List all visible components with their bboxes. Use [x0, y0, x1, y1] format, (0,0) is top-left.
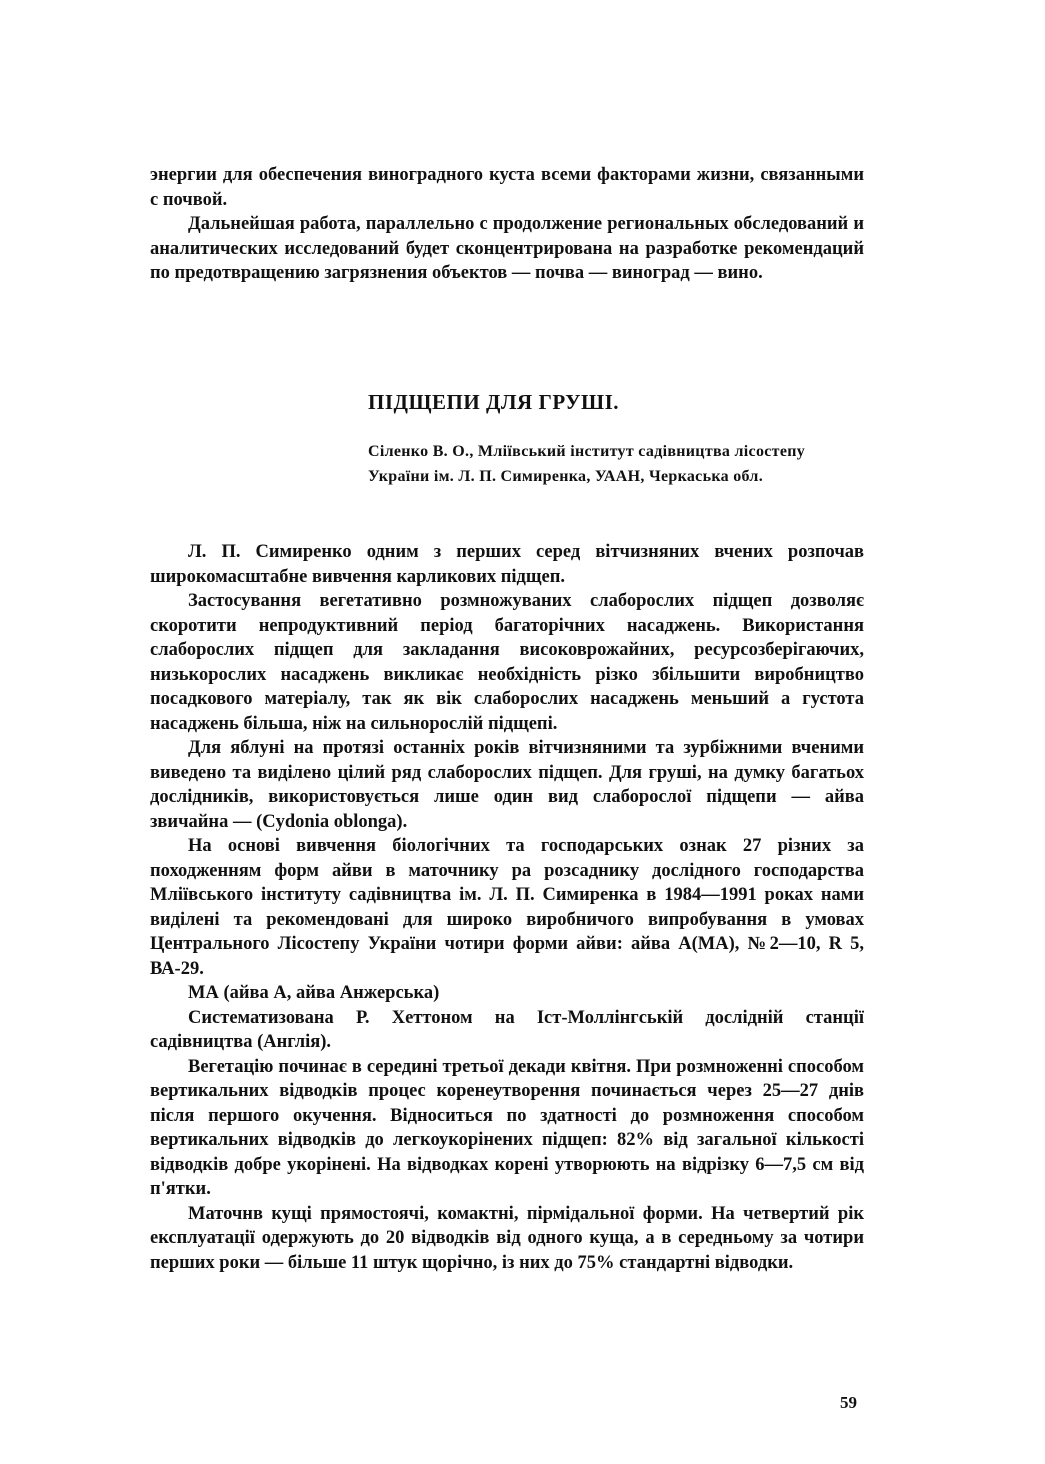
body-paragraph-8: Маточнв кущі прямостоячі, комактні, пірмідальної форми. На четвертий рік експлуатації одержують до 20 відводків від одного куща, а в середньому за чотири перших роки — більше 11 штук щорічно, із них до 75% стандартні відводки. — [150, 1203, 864, 1273]
article-body — [150, 540, 864, 1275]
intro-paragraph-1: энергии для обеспечения виноградного куста всеми факторами жизни, связанными с почвой. — [150, 165, 864, 210]
article-title: ПІДЩЕПИ ДЛЯ ГРУШІ. — [368, 390, 620, 414]
intro-text — [150, 163, 864, 286]
body-paragraph-5: МА (айва А, айва Анжерська) — [188, 983, 440, 1003]
article-authors: Сіленко В. О., Мліївський інститут садівництва лісостепу України ім. Л. П. Симиренка, УААН, Черкаська обл. — [368, 443, 806, 485]
body-paragraph-7: Вегетацію починає в середині третьої декади квітня. При розмноженні способом вертикальних відводків процес коренеутворення починається через 25—27 днів після першого окучення. Відноситься по здатності до розмноження способом вертикальних відводків до легкоукорінених підщеп: 82% від загальної кількості відводків добре укорінені. На відводках корені утворюють на відрізку 6—7,5 см від п'ятки. — [150, 1056, 864, 1199]
body-paragraph-4: На основі вивчення біологічних та господарських ознак 27 різних за походженням форм айви в маточнику ра розсаднику дослідного господарства Мліївського інституту садівництва ім. Л. П. Симиренка в 1984—1991 роках нами виділені та рекомендовані для широко виробничого випробування в умовах Центрального Лісостепу України чотири форми айви: айва А(МА), №2—10, R 5, ВА-29. — [150, 836, 864, 979]
body-paragraph-6: Систематизована Р. Хеттоном на Іст-Моллінгській дослідній станції садівництва (Англія). — [150, 1007, 864, 1052]
body-paragraph-3: Для яблуні на протязі останніх років вітчизняними та зурбіжними вченими виведено та виділено цілий ряд слаборослих підщеп. Для груші, на думку багатьох дослідників, використовується лише один вид слаборослої підщепи — айва звичайна — (Cydonia oblonga). — [150, 738, 864, 832]
page-number: 59 — [840, 1393, 857, 1412]
body-paragraph-2: Застосування вегетативно розмножуваних слаборослих підщеп дозволяє скоротити непродуктивний період багаторічних насаджень. Використання слаборослих підщеп для закладання високоврожайних, ресурсозберігаючих, низькорослих насаджень викликає необхідність різко збільшити виробництво посадкового матеріалу, так як вік слаборослих насаджень меньший а густота насаджень більша, ніж на сильнорослій підщепі. — [150, 591, 864, 734]
body-paragraph-1: Л. П. Симиренко одним з перших серед вітчизняних вчених розпочав широкомасштабне вивчення карликових підщеп. — [150, 542, 864, 587]
intro-paragraph-2: Дальнейшая работа, параллельно с продолжение региональных обследований и аналитических исследований будет сконцентрирована на разработке рекомендаций по предотвращению загрязнения объектов — почва — виноград — вино. — [150, 214, 864, 283]
